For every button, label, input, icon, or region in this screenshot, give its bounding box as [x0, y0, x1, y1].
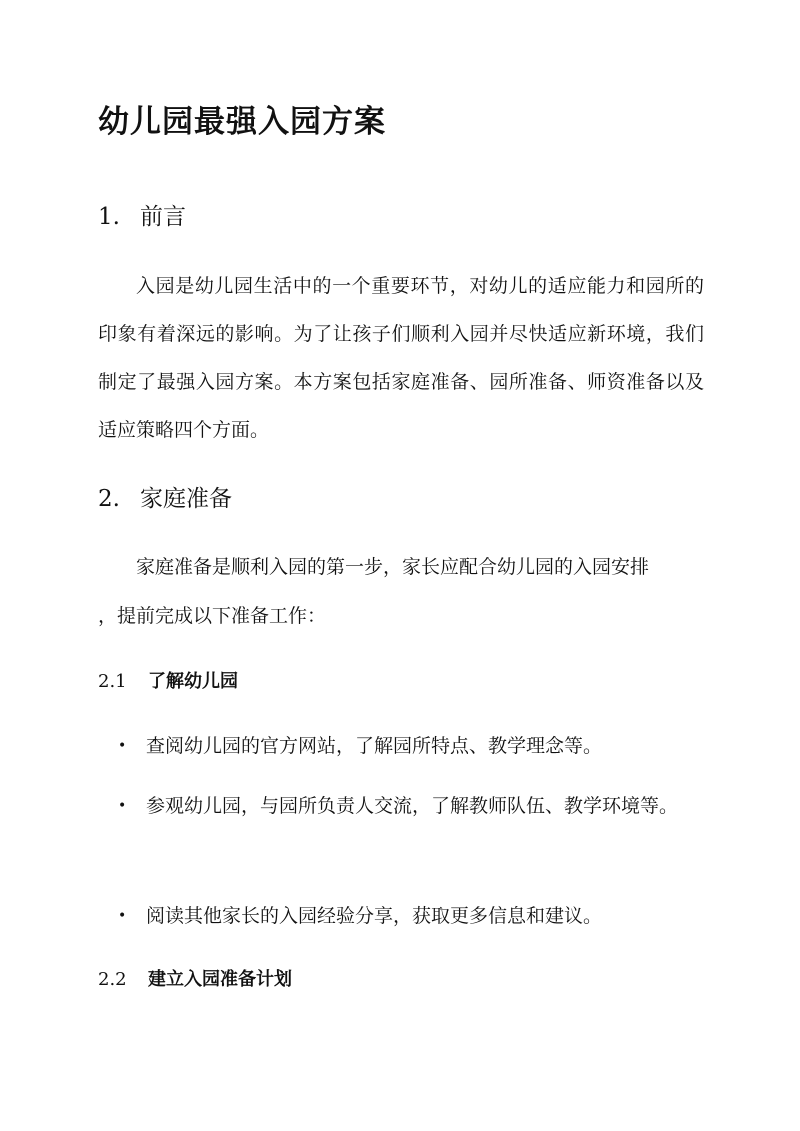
family-prep-paragraph-line1: 家庭准备是顺利入园的第一步，家长应配合幼儿园的入园安排 [136, 556, 650, 578]
list-item [118, 720, 716, 772]
list-item [118, 780, 716, 832]
bullet-icon: • [118, 738, 127, 754]
section-heading-2 [98, 480, 232, 513]
list-item-text: 参观幼儿园，与园所负责人交流，了解教师队伍、教学环境等。 [146, 795, 679, 817]
bullet-icon: • [118, 798, 127, 814]
list-item [118, 890, 716, 942]
subsection-title: 建立入园准备计划 [148, 969, 292, 990]
intro-paragraph: 入园是幼儿园生活中的一个重要环节，对幼儿的适应能力和园所的印象有着深远的影响。为了让孩子们顺利入园并尽快适应新环境，我们制定了最强入园方案。本方案包括家庭准备、园所准备、师资准备以及适应策略四个方面。 [98, 275, 704, 441]
section-title: 家庭准备 [140, 486, 232, 512]
list-item-text: 阅读其他家长的入园经验分享，获取更多信息和建议。 [146, 905, 603, 927]
family-prep-paragraph-line2: ，提前完成以下准备工作： [98, 605, 327, 627]
list-item-text: 查阅幼儿园的官方网站，了解园所特点、教学理念等。 [146, 735, 603, 757]
subsection-title: 了解幼儿园 [148, 671, 238, 692]
subsection-number: 2.2 [98, 969, 127, 990]
section-title: 前言 [140, 204, 186, 230]
document-title: 幼儿园最强入园方案 [98, 104, 386, 140]
subsection-heading-2-2 [98, 965, 292, 991]
section-heading-1 [98, 198, 186, 231]
bullet-icon: • [118, 908, 127, 924]
subsection-heading-2-1 [98, 667, 238, 693]
subsection-number: 2.1 [98, 671, 127, 692]
section-number: 2. [98, 486, 120, 512]
section-number: 1. [98, 204, 120, 230]
